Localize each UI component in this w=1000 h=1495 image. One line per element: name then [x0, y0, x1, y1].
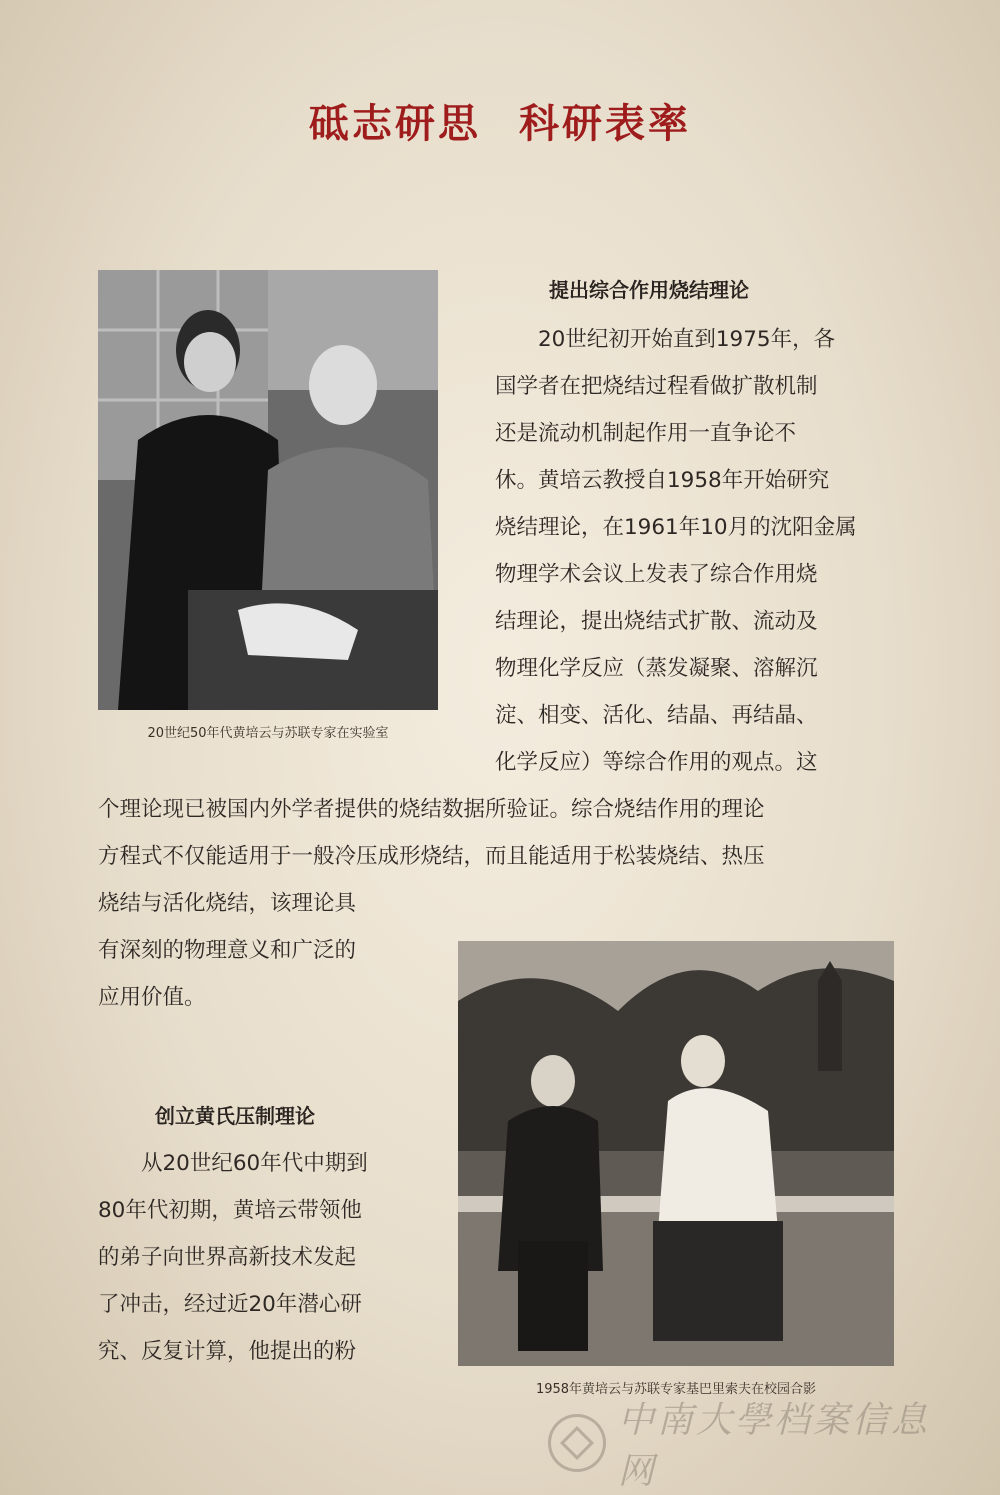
text-line: 方程式不仅能适用于一般冷压成形烧结，而且能适用于松装烧结、热压: [98, 844, 765, 869]
text-line: 究、反复计算，他提出的粉: [98, 1339, 357, 1364]
text-line: 淀、相变、活化、结晶、再结晶、: [495, 703, 818, 728]
text-line: 休。黄培云教授自1958年开始研究: [495, 468, 830, 493]
text-line: 国学者在把烧结过程看做扩散机制: [495, 374, 818, 399]
text-line: 从20世纪60年代中期到: [98, 1151, 368, 1176]
photo-lab-caption: 20世纪50年代黄培云与苏联专家在实验室: [147, 726, 389, 741]
text-line: 物理化学反应（蒸发凝聚、溶解沉: [495, 656, 818, 681]
university-seal-icon: [548, 1414, 606, 1472]
archive-logo: [548, 1400, 968, 1492]
text-line: 20世纪初开始直到1975年，各: [495, 327, 836, 352]
photo-lab: [98, 270, 438, 710]
section-sintering-text-right: [495, 316, 895, 786]
text-line: 的弟子向世界高新技术发起: [98, 1245, 357, 1270]
archive-logo-text: 中南大學档案信息网: [617, 1400, 930, 1492]
text-line: 个理论现已被国内外学者提供的烧结数据所验证。综合烧结作用的理论: [98, 797, 765, 822]
text-line: 了冲击，经过近20年潜心研: [98, 1292, 362, 1317]
text-line: 80年代初期，黄培云带领他: [98, 1198, 362, 1223]
section-heading-sintering: 提出综合作用烧结理论: [549, 278, 749, 302]
text-line: 应用价值。: [98, 985, 206, 1010]
text-line: 还是流动机制起作用一直争论不: [495, 421, 797, 446]
text-line: 烧结理论，在1961年10月的沈阳金属: [495, 515, 857, 540]
section-heading-pressing: 创立黄氏压制理论: [155, 1104, 315, 1128]
text-line: 烧结与活化烧结，该理论具: [98, 891, 357, 916]
section-sintering-text-left: [98, 880, 418, 1021]
photo-campus-caption: 1958年黄培云与苏联专家基巴里索夫在校园合影: [535, 1382, 817, 1397]
title-part-1: 砥志研思: [309, 101, 481, 147]
text-line: 结理论，提出烧结式扩散、流动及: [495, 609, 818, 634]
photo-campus: [458, 941, 894, 1366]
text-line: 物理学术会议上发表了综合作用烧: [495, 562, 818, 587]
section-sintering-text-full: [98, 786, 898, 880]
title-part-2: 科研表率: [519, 101, 691, 147]
text-line: 化学反应）等综合作用的观点。这: [495, 750, 818, 775]
page-title: [0, 92, 1000, 149]
text-line: 有深刻的物理意义和广泛的: [98, 938, 357, 963]
section-pressing-text: [98, 1140, 418, 1375]
